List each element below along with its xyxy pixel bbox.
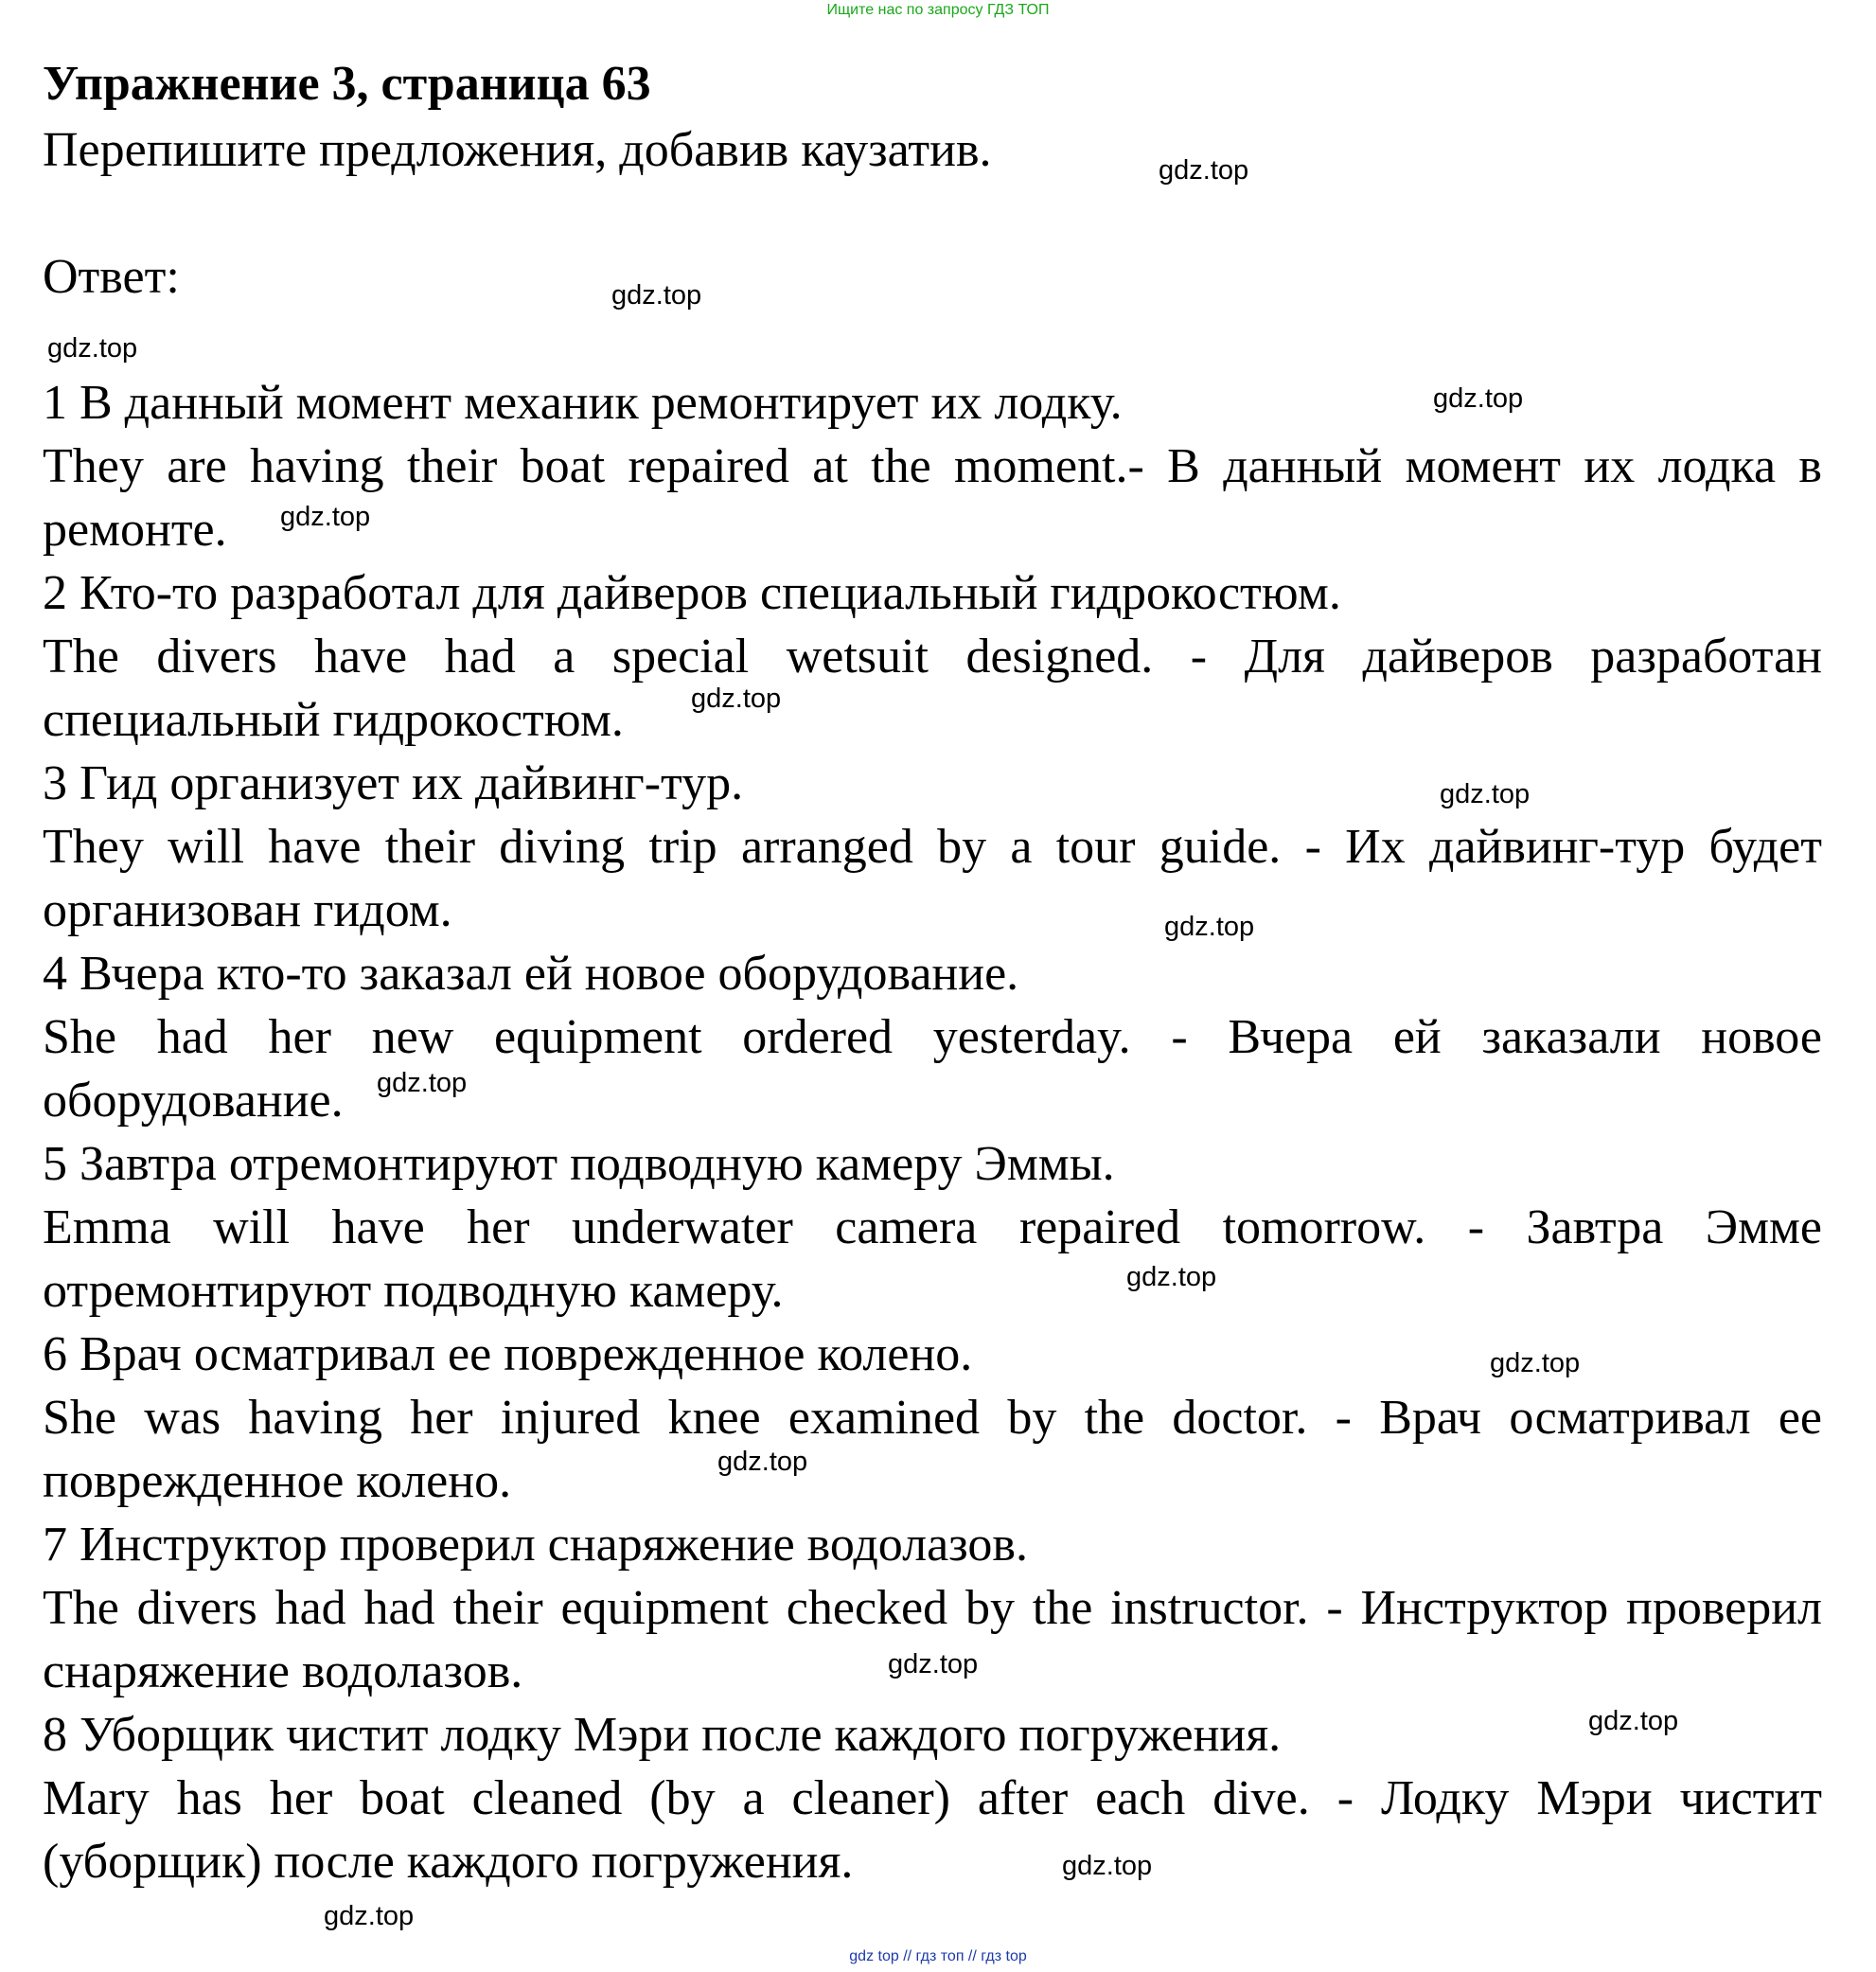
watermark: gdz.top	[47, 333, 138, 364]
answer-8: Mary has her boat cleaned (by a cleaner) after each dive. - Лодку Мэри чистит (уборщик) после каждого погружения.	[43, 1771, 1822, 1889]
watermark: gdz.top	[324, 1901, 415, 1931]
question-2: 2 Кто-то разработал для дайверов специальный гидрокостюм.	[43, 566, 1341, 620]
watermark: gdz.top	[1490, 1348, 1581, 1378]
answer-1: They are having their boat repaired at the moment.- В данный момент их лодка в ремонте.	[43, 439, 1822, 557]
question-4: 4 Вчера кто-то заказал ей новое оборудование.	[43, 947, 1019, 1001]
answer-4: She had her new equipment ordered yesterday. - Вчера ей заказали новое оборудование.	[43, 1010, 1822, 1128]
answer-label: Ответ:	[43, 250, 180, 304]
watermark: gdz.top	[1440, 779, 1531, 809]
question-8: 8 Уборщик чистит лодку Мэри после каждого погружения.	[43, 1708, 1282, 1762]
top-banner: Ищите нас по запросу ГДЗ ТОП	[826, 2, 1050, 18]
watermark: gdz.top	[280, 502, 371, 532]
question-7: 7 Инструктор проверил снаряжение водолазов.	[43, 1518, 1028, 1572]
watermark: gdz.top	[377, 1068, 468, 1098]
answer-2: The divers have had a special wetsuit designed. - Для дайверов разработан специальный гидрокостюм.	[43, 630, 1822, 747]
watermark: gdz.top	[611, 280, 702, 311]
answer-6: She was having her injured knee examined by the doctor. - Врач осматривал ее поврежденное колено.	[43, 1391, 1822, 1508]
watermark: gdz.top	[717, 1447, 808, 1477]
watermark: gdz.top	[1588, 1706, 1679, 1736]
question-3: 3 Гид организует их дайвинг-тур.	[43, 756, 744, 810]
watermark: gdz.top	[888, 1649, 979, 1679]
answer-7: The divers had had their equipment checked by the instructor. - Инструктор проверил снаряжение водолазов.	[43, 1581, 1822, 1698]
answer-5: Emma will have her underwater camera repaired tomorrow. - Завтра Эмме отремонтируют подводную камеру.	[43, 1200, 1822, 1318]
question-5: 5 Завтра отремонтируют подводную камеру Эммы.	[43, 1137, 1115, 1191]
watermark: gdz.top	[1433, 383, 1524, 414]
watermark: gdz.top	[1126, 1262, 1217, 1292]
question-1: 1 В данный момент механик ремонтирует их лодку.	[43, 376, 1123, 430]
watermark: gdz.top	[1164, 912, 1255, 942]
instruction-text: Перепишите предложения, добавив каузатив.	[43, 123, 992, 177]
footer-banner: gdz top // гдз топ // гдз top	[849, 1948, 1027, 1964]
watermark: gdz.top	[1159, 155, 1249, 186]
answer-3: They will have their diving trip arranged by a tour guide. - Их дайвинг-тур будет организован гидом.	[43, 820, 1822, 937]
watermark: gdz.top	[691, 684, 782, 714]
question-6: 6 Врач осматривал ее поврежденное колено.	[43, 1327, 973, 1381]
page-title: Упражнение 3, страница 63	[43, 57, 651, 111]
watermark: gdz.top	[1062, 1851, 1153, 1881]
